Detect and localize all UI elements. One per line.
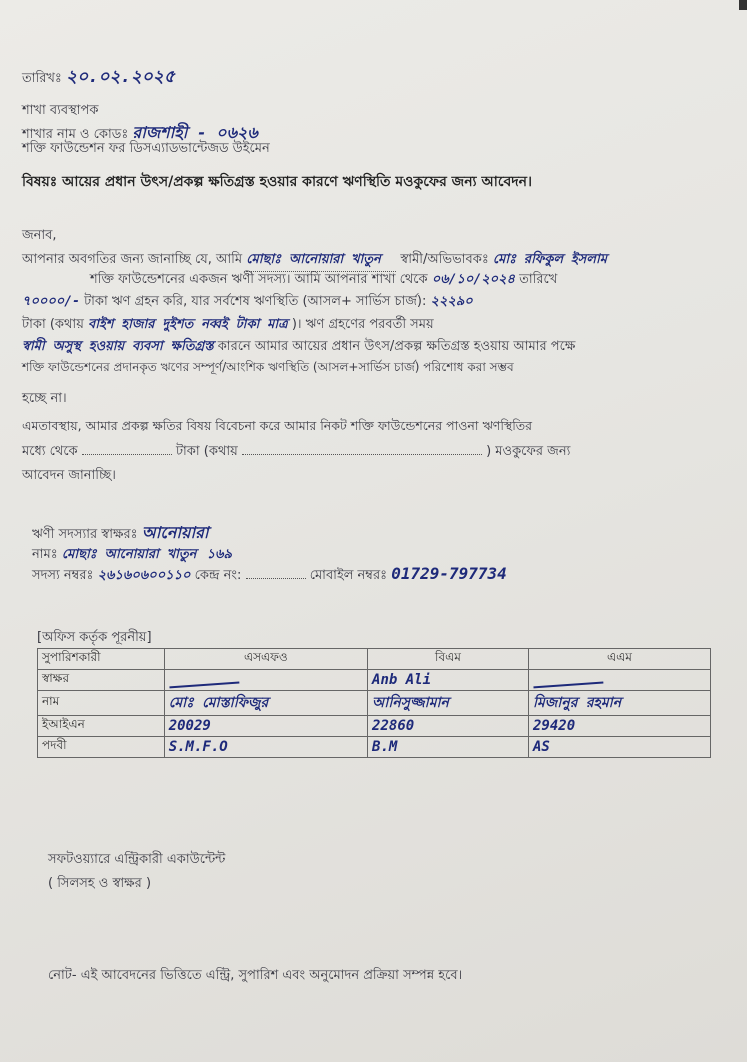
date-label: তারিখঃ — [22, 71, 62, 86]
loan-date: ০৬/১০/২০২৪ — [431, 272, 515, 287]
body-line-5 — [22, 337, 575, 358]
column-header: এএম — [528, 649, 710, 670]
balance-in-words: বাইশ হাজার দুইশত নব্বই টাকা মাত্র — [88, 317, 288, 332]
body-line-7: হচ্ছে না। — [22, 391, 67, 406]
damage-reason: স্বামী অসুস্থ হওয়ায় ব্যবসা ক্ষতিগ্রস্ত — [22, 339, 214, 354]
organization-name: শক্তি ফাউন্ডেশন ফর ডিসএ্যাডভান্টেজড উইমেন — [22, 141, 270, 156]
body-text: টাকা (কথায় — [22, 317, 84, 332]
subject-line: বিষয়ঃ আয়ের প্রধান উৎস/প্রকল্প ক্ষতিগ্রস্ত হওয়ার কারণে ঋণস্থিতি মওকুফের জন্য আবেদন। — [22, 174, 532, 190]
bm-ein: 22860 — [368, 716, 529, 737]
signature-scribble — [533, 669, 604, 688]
body-line-8: এমতাবস্থায়, আমার প্রকল্প ক্ষতির বিষয় বিবেচনা করে আমার নিকট শক্তি ফাউন্ডেশনের পাওনা ঋণস্থিতির — [22, 418, 533, 433]
body-text: শক্তি ফাউন্ডেশনের একজন ঋণী সদস্য। আমি আপনার শাখা থেকে — [90, 272, 428, 287]
office-approval-table — [37, 648, 711, 758]
office-caption: [অফিস কর্তৃক পূরনীয়] — [37, 630, 152, 645]
column-header: বিএম — [368, 649, 529, 670]
row-label: নাম — [38, 691, 165, 716]
body-text: টাকা ঋণ গ্রহন করি, যার সর্বশেষ ঋণস্থিতি (আসল+ সার্ভিস চার্জ): — [84, 294, 427, 309]
member-signature-line — [32, 520, 209, 547]
body-line-9 — [22, 442, 570, 463]
date-line — [22, 64, 175, 92]
body-line-6: শক্তি ফাউন্ডেশনের প্রদানকৃত ঋণের সম্পূর্ণ/আংশিক ঋণস্থিতি (আসল+সার্ভিস চার্জ) পরিশোধ করা সম্ভব — [22, 360, 514, 374]
bm-name: আনিসুজ্জামান — [368, 691, 529, 716]
waiver-amount-blank — [82, 454, 172, 455]
applicant-name: মোছাঃ আনোয়ারা খাতুন — [246, 250, 396, 272]
table-header-row — [38, 649, 711, 670]
column-header: সুপারিশকারী — [38, 649, 165, 670]
center-number: ১৬৯ — [206, 547, 232, 562]
sfo-ein: 20029 — [164, 716, 367, 737]
table-row — [38, 716, 711, 737]
body-text: ) মওকুফের জন্য — [486, 444, 571, 459]
body-line-1 — [22, 250, 607, 272]
branch-value: রাজশাহী - ০৬২৬ — [132, 123, 258, 142]
column-header: এসএফও — [164, 649, 367, 670]
loan-balance: ২২২৯০ — [430, 294, 473, 309]
body-text: )। ঋণ গ্রহণের পরবর্তী সময় — [291, 317, 434, 332]
mobile-label: মোবাইল নম্বরঃ — [309, 568, 388, 583]
member-signature: আনোয়ারা — [141, 523, 209, 542]
body-text: মধ্যে থেকে — [22, 444, 78, 459]
am-signature — [528, 670, 710, 691]
accountant-label: সফটওয়্যারে এন্ট্রিকারী একাউন্টেন্ট — [48, 852, 226, 867]
bm-signature: Anb Ali — [368, 670, 529, 691]
center-blank — [246, 578, 306, 579]
guardian-label: স্বামী/অভিভাবকঃ — [400, 252, 489, 267]
table-row — [38, 737, 711, 758]
bm-designation: B.M — [368, 737, 529, 758]
am-ein: 29420 — [528, 716, 710, 737]
row-label: স্বাক্ষর — [38, 670, 165, 691]
member-name-label: নামঃ — [32, 547, 58, 562]
row-label: পদবী — [38, 737, 165, 758]
page-corner-mark — [739, 0, 747, 10]
am-designation: AS — [528, 737, 710, 758]
table-row — [38, 670, 711, 691]
body-text: কারনে আমার আয়ের প্রধান উৎস/প্রকল্প ক্ষতিগ্রস্ত হওয়ায় আমার পক্ষে — [217, 339, 576, 354]
addressee: শাখা ব্যবস্থাপক — [22, 103, 99, 118]
body-line-4 — [22, 315, 434, 336]
member-number-label: সদস্য নম্বরঃ — [32, 568, 94, 583]
sfo-signature — [164, 670, 367, 691]
signature-scribble — [168, 669, 239, 688]
member-name-line — [32, 545, 232, 566]
footer-note: নোট- এই আবেদনের ভিত্তিতে এন্ট্রি, সুপারিশ এবং অনুমোদন প্রক্রিয়া সম্পন্ন হবে। — [48, 968, 463, 983]
member-name: মোছাঃ আনোয়ারা খাতুন — [61, 547, 197, 562]
center-label: কেন্দ্র নং: — [194, 568, 242, 583]
table-row — [38, 691, 711, 716]
am-name: মিজানুর রহমান — [528, 691, 710, 716]
body-text: তারিখে — [519, 272, 558, 287]
body-line-10: আবেদন জানাচ্ছি। — [22, 468, 116, 483]
mobile-number: 01729-797734 — [391, 564, 507, 583]
body-text: আপনার অবগতির জন্য জানাচ্ছি যে, আমি — [22, 252, 243, 267]
row-label: ইআইএন — [38, 716, 165, 737]
accountant-sub-label: ( সিলসহ ও স্বাক্ষর ) — [48, 876, 152, 891]
sfo-designation: S.M.F.O — [164, 737, 367, 758]
member-signature-label: ঋণী সদস্যার স্বাক্ষরঃ — [32, 527, 138, 542]
date-value: ২০.০২.২০২৫ — [66, 67, 175, 87]
member-number: ২৬১৬০৬০০১১০ — [97, 568, 191, 583]
loan-amount: ৭০০০০/- — [22, 294, 80, 309]
body-text: টাকা (কথায় — [175, 444, 238, 459]
body-line-3 — [22, 292, 473, 313]
waiver-words-blank — [242, 454, 482, 455]
guardian-name: মোঃ রফিকুল ইসলাম — [492, 252, 607, 267]
branch-label: শাখার নাম ও কোডঃ — [22, 127, 129, 142]
body-line-2 — [22, 270, 557, 291]
sfo-name: মোঃ মোস্তাফিজুর — [164, 691, 367, 716]
salutation: জনাব, — [22, 228, 57, 243]
member-number-line — [32, 564, 507, 587]
